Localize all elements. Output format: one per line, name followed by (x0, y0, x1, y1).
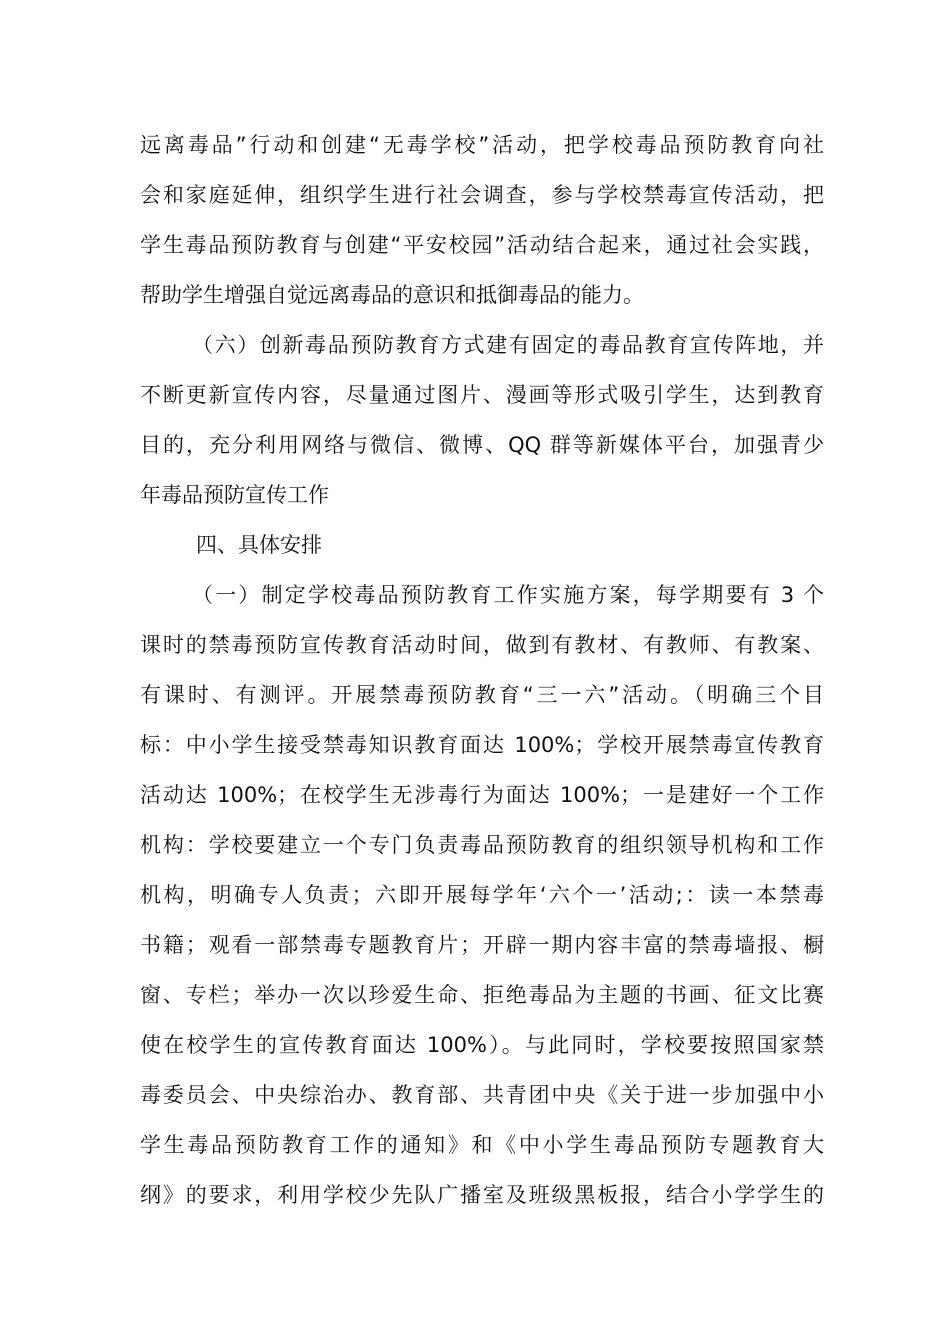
text-line: 标：中小学生接受禁毒知识教育面达 100%；学校开展禁毒宣传教育 (140, 733, 824, 757)
text-line: 机构，明确专人负责；六即开展每学年‘六个一’活动;：读一本禁毒 (140, 883, 824, 907)
text-line: 书籍；观看一部禁毒专题教育片；开辟一期内容丰富的禁毒墙报、橱 (140, 933, 824, 957)
text-line: 远离毒品”行动和创建“无毒学校”活动，把学校毒品预防教育向社 (140, 133, 824, 157)
paragraph-first-line: （一）制定学校毒品预防教育工作实施方案，每学期要有 3 个 (192, 583, 824, 607)
text-line: 会和家庭延伸，组织学生进行社会调查，参与学校禁毒宣传活动，把 (140, 183, 824, 207)
text-line: 使在校学生的宣传教育面达 100%）。与此同时，学校要按照国家禁 (140, 1033, 824, 1057)
paragraph-first-line: （六）创新毒品预防教育方式建有固定的毒品教育宣传阵地，并 (192, 333, 824, 357)
text-line: 帮助学生增强自觉远离毒品的意识和抵御毒品的能力。 (140, 283, 644, 307)
section-heading: 四、具体安排 (196, 533, 322, 557)
text-line: 学生毒品预防教育与创建“平安校园”活动结合起来，通过社会实践， (140, 233, 824, 257)
text-line: 毒委员会、中央综治办、教育部、共青团中央《关于进一步加强中小 (140, 1083, 824, 1107)
text-line: 活动达 100%；在校学生无涉毒行为面达 100%；一是建好一个工作 (140, 783, 824, 807)
text-line: 目的，充分利用网络与微信、微博、QQ 群等新媒体平台，加强青少 (140, 433, 824, 457)
text-line: 不断更新宣传内容，尽量通过图片、漫画等形式吸引学生，达到教育 (140, 383, 824, 407)
text-line: 年毒品预防宣传工作 (140, 483, 329, 507)
text-line: 课时的禁毒预防宣传教育活动时间，做到有教材、有教师、有教案、 (140, 633, 824, 657)
text-line: 机构：学校要建立一个专门负责毒品预防教育的组织领导机构和工作 (140, 833, 824, 857)
text-line: 学生毒品预防教育工作的通知》和《中小学生毒品预防专题教育大 (140, 1133, 824, 1157)
document-body (140, 120, 824, 1220)
text-line: 有课时、有测评。开展禁毒预防教育“三一六”活动。（明确三个目 (140, 683, 824, 707)
text-line: 纲》的要求，利用学校少先队广播室及班级黑板报，结合小学学生的 (140, 1183, 824, 1207)
text-line: 窗、专栏；举办一次以珍爱生命、拒绝毒品为主题的书画、征文比赛 (140, 983, 824, 1007)
